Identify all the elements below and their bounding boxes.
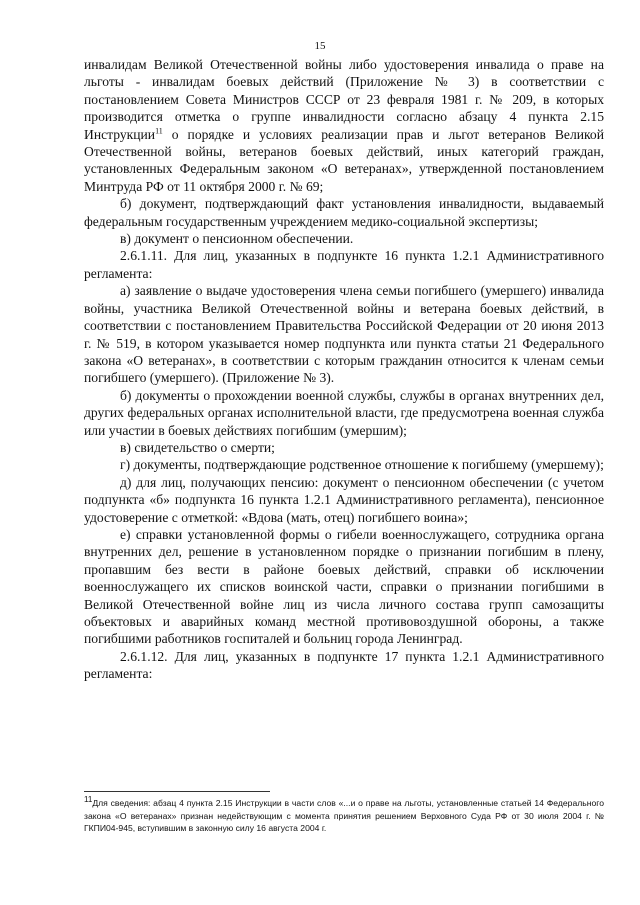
paragraph-9: д) для лиц, получающих пенсию: документ о пенсионном обеспечении (с учетом подпункта «б» подпункта 16 пункта 1.2.1 Административного регламента), пенсионное удостоверение с отметкой: «Вдова (мать, отец) погибшего воина»;: [84, 474, 604, 525]
footnote-reference[interactable]: 11: [155, 126, 163, 136]
page-number: 15: [314, 40, 326, 52]
footnote: [84, 797, 604, 835]
paragraph-2: б) документ, подтверждающий факт установления инвалидности, выдаваемый федеральным государственным учреждением медико-социальной экспертизы;: [84, 196, 604, 229]
paragraph-3: в) документ о пенсионном обеспечении.: [120, 231, 354, 247]
paragraph-1-text-continued: о порядке и условиях реализации прав и льгот ветеранов Великой Отечественной войны, ветеранов боевых действий, иных категорий граждан, установленных Федеральным законом «О ветеранах», утвержденной постановлением Минтруда РФ от 11 октября 2000 г. № 69;: [84, 126, 604, 194]
paragraph-7: в) свидетельство о смерти;: [120, 439, 275, 455]
paragraph-10: е) справки установленной формы о гибели военнослужащего, сотрудника органа внутренних дел, решение в установленном порядке о признании погибшим в плену, пропавшим без вести в районе боевых действий, справки об исключении военнослужащего их списков воинской части, справки о признании погибшими в Великой Отечественной войне лиц из числа личного состава групп самозащиты объектовых и аварийных команд местной противовоздушной обороны, а также погибшими работников госпиталей и больниц города Ленинград.: [84, 526, 604, 647]
footnote-text: Для сведения: абзац 4 пункта 2.15 Инструкции в части слов «...и о праве на льготы, установленные статьей 14 Федерального закона «О ветеранах» признан недействующим с момента принятия решением Верховного Суда РФ от 30 июля 2004 г. № ГКПИ04-945, вступившим в законную силу 16 августа 2004 г.: [84, 798, 604, 834]
paragraph-1: [84, 56, 604, 195]
paragraph-8: г) документы, подтверждающие родственное отношение к погибшему (умершему);: [120, 457, 604, 473]
paragraph-1-text: инвалидам Великой Отечественной войны либо удостоверения инвалида о праве на льготы - инвалидам боевых действий (Приложение № 3) в соответствии с постановлением Совета Министров СССР от 23 февраля 1981 г. № 209, в которых производится отметка о группе инвалидности согласно абзацу 4 пункта 2.15 Инструкции: [84, 57, 604, 142]
paragraph-6: б) документы о прохождении военной службы, службы в органах внутренних дел, других федеральных органах исполнительной власти, где предусмотрена военная служба или участии в боевых действиях погибшим (умершим);: [84, 387, 604, 438]
paragraph-11: 2.6.1.12. Для лиц, указанных в подпункте 17 пункта 1.2.1 Административного регламента:: [84, 648, 604, 682]
paragraph-4: 2.6.1.11. Для лиц, указанных в подпункте 16 пункта 1.2.1 Административного регламента:: [84, 248, 604, 281]
footnote-marker: 11: [84, 795, 93, 805]
footnote-divider: [84, 791, 270, 792]
document-body: [84, 56, 604, 683]
paragraph-5: а) заявление о выдаче удостоверения члена семьи погибшего (умершего) инвалида войны, участника Великой Отечественной войны и ветерана боевых действий, в соответствии с постановлением Правительства Российской Федерации от 20 июня 2013 г. № 519, в котором указывается номер подпункта или пункта статьи 21 Федерального закона «О ветеранах», в соответствии с которым гражданин относится к членам семьи погибшего (умершего). (Приложение № 3).: [84, 283, 604, 386]
